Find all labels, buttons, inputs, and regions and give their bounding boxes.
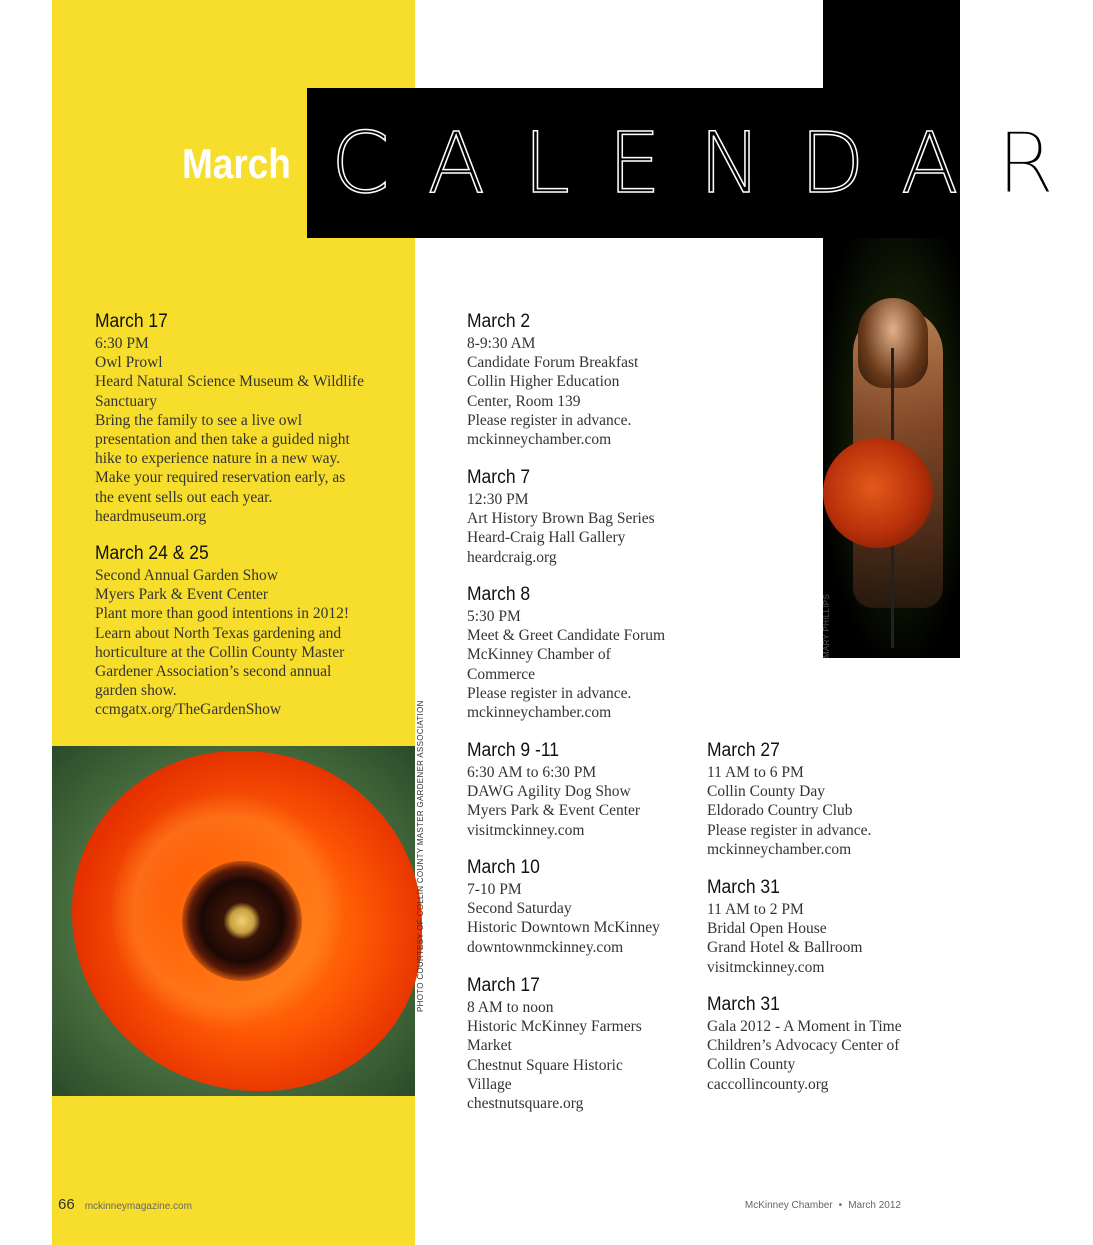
event-description: presentation and then take a guided night [95,431,350,449]
event-venue: Center, Room 139 [467,392,581,410]
event-title: Candidate Forum Breakfast [467,354,639,372]
event-venue: Heard-Craig Hall Gallery [467,529,626,547]
event-title: Historic McKinney Farmers [467,1018,642,1036]
tulip-photo [52,746,415,1096]
event-website: mckinneychamber.com [467,704,612,722]
event-venue: Grand Hotel & Ballroom [707,939,863,957]
footer-bullet: • [838,1200,843,1211]
event-venue: Collin Higher Education [467,373,620,391]
event-description: garden show. [95,682,177,700]
event-date: March 8 [467,584,531,605]
event-note: Please register in advance. [467,411,632,429]
event-time: 6:30 AM to 6:30 PM [467,764,597,781]
event-title: Meet & Greet Candidate Forum [467,627,666,645]
event-time: 12:30 PM [467,491,529,508]
event-date: March 24 & 25 [95,543,209,564]
event-website: visitmckinney.com [467,821,585,839]
event-march-27 [707,740,927,859]
event-website: heardcraig.org [467,548,557,566]
event-time: 11 AM to 6 PM [707,764,804,781]
event-website: mckinneychamber.com [707,840,852,858]
event-venue: Commerce [467,665,536,683]
event-description: the event sells out each year. [95,488,273,506]
event-date: March 9 -11 [467,740,559,761]
singer-photo-credit: MARY PHILLIPS [822,593,831,658]
event-website: ccmgatx.org/TheGardenShow [95,701,282,719]
event-description: Gardener Association’s second annual [95,663,332,681]
event-title: Market [467,1037,512,1055]
calendar-title: CALENDAR [331,114,1093,212]
event-title: Second Saturday [467,900,572,918]
event-venue: Myers Park & Event Center [95,586,269,604]
event-time: 11 AM to 2 PM [707,901,804,918]
guitar-shape [823,438,933,548]
event-date: March 7 [467,467,531,488]
footer-issue: March 2012 [848,1200,901,1211]
event-march-17-owl-prowl [95,311,395,526]
page-number: 66 [58,1196,75,1213]
event-venue: Village [467,1075,512,1093]
event-note: Please register in advance. [707,821,872,839]
footer-publication: McKinney Chamber [744,1200,833,1211]
event-venue: Myers Park & Event Center [467,802,641,820]
event-website: caccollincounty.org [707,1075,829,1093]
footer-right [745,1200,901,1211]
event-march-24-garden-show [95,543,395,720]
event-march-8 [467,584,767,722]
event-website: heardmuseum.org [95,507,207,525]
tulip-center [182,861,302,981]
singer-photo [823,238,960,658]
event-description: Make your required reservation early, as [95,469,346,487]
event-venue: Collin County [707,1056,796,1074]
event-title: Gala 2012 - A Moment in Time [707,1018,902,1035]
event-title: Owl Prowl [95,354,163,372]
event-time: 8-9:30 AM [467,335,536,352]
event-title: Art History Brown Bag Series [467,510,655,528]
event-website: visitmckinney.com [707,958,825,976]
tulip-photo-credit: PHOTO COURTESY OF COLLIN COUNTY MASTER GARDENER ASSOCIATION [416,700,425,1012]
event-title: Collin County Day [707,783,825,801]
event-description: hike to experience nature in a new way. [95,450,341,468]
event-march-7 [467,467,767,567]
event-venue: Chestnut Square Historic [467,1056,623,1074]
event-title: Second Annual Garden Show [95,567,278,584]
event-date: March 31 [707,877,780,898]
event-title: DAWG Agility Dog Show [467,783,631,801]
event-website: downtownmckinney.com [467,938,624,956]
event-venue: Historic Downtown McKinney [467,919,660,937]
event-note: Please register in advance. [467,684,632,702]
event-date: March 31 [707,994,780,1015]
event-time: 8 AM to noon [467,999,554,1016]
event-description: Learn about North Texas gardening and [95,624,342,642]
month-label: March [182,140,291,187]
event-venue: Eldorado Country Club [707,802,853,820]
event-website: mckinneychamber.com [467,431,612,449]
footer-website: mckinneymagazine.com [84,1201,192,1212]
event-description: horticulture at the Collin County Master [95,643,345,661]
calendar-banner [307,88,1093,238]
event-date: March 2 [467,311,531,332]
event-venue: McKinney Chamber of [467,646,611,664]
event-website: chestnutsquare.org [467,1095,584,1113]
top-right-black-block [823,0,960,90]
event-date: March 10 [467,857,540,878]
event-date: March 17 [95,311,168,332]
event-description: Bring the family to see a live owl [95,411,303,429]
event-title: Bridal Open House [707,920,827,938]
footer-left [58,1196,192,1214]
event-march-31-bridal [707,877,927,977]
event-time: 7-10 PM [467,881,522,898]
event-march-2 [467,311,767,449]
event-date: March 17 [467,975,540,996]
event-time: 6:30 PM [95,335,149,352]
event-description: Plant more than good intentions in 2012! [95,605,350,623]
event-venue: Sanctuary [95,392,157,410]
event-venue: Heard Natural Science Museum & Wildlife [95,373,364,391]
event-march-31-gala [707,994,927,1094]
event-time: 5:30 PM [467,608,521,625]
event-venue: Children’s Advocacy Center of [707,1037,900,1055]
event-date: March 27 [707,740,780,761]
